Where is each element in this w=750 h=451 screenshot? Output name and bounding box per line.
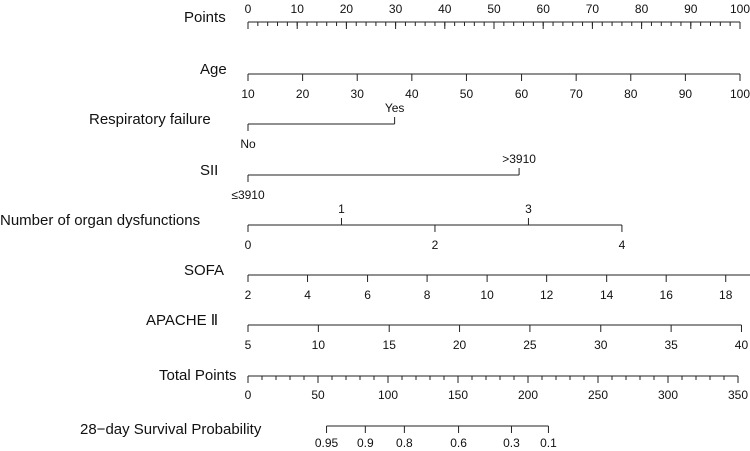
sofa-label: SOFA <box>184 262 225 279</box>
apache-tick-label: 20 <box>452 338 467 352</box>
sofa-tick-label: 6 <box>364 288 371 302</box>
number-of-organ-dysfunctions-tick-label: 4 <box>618 238 626 252</box>
sofa-tick-label: 16 <box>659 288 673 302</box>
survival-probability-tick-label: 0.9 <box>356 436 374 450</box>
number-of-organ-dysfunctions-tick-label: 1 <box>338 202 345 216</box>
age-scale <box>200 61 750 101</box>
age-tick-label: 90 <box>678 87 693 101</box>
total-points-tick-label: 200 <box>517 388 539 402</box>
sii-tick-label: ≤3910 <box>231 188 265 202</box>
total-points-tick-label: 0 <box>244 388 252 402</box>
age-tick-label: 100 <box>729 87 750 101</box>
apache-tick-label: 40 <box>734 338 749 352</box>
total-points-tick-label: 300 <box>657 388 679 402</box>
total-points-scale <box>159 367 748 402</box>
age-tick-label: 30 <box>350 87 364 101</box>
age-tick-label: 70 <box>569 87 583 101</box>
variable-scales <box>0 61 750 352</box>
points-tick-label: 10 <box>290 2 304 16</box>
sofa-tick-label: 8 <box>423 288 431 302</box>
sofa-tick-label: 4 <box>304 288 311 302</box>
points-tick-label: 30 <box>388 2 403 16</box>
points-tick-label: 70 <box>585 2 600 16</box>
survival-probability-tick-label: 0.3 <box>503 436 520 450</box>
apache-tick-label: 5 <box>244 338 252 352</box>
respiratory-failure-label: Respiratory failure <box>89 111 211 128</box>
points-tick-label: 90 <box>684 2 698 16</box>
points-tick-label: 80 <box>634 2 649 16</box>
points-tick-label: 50 <box>487 2 501 16</box>
points-scale <box>184 2 750 29</box>
age-tick-label: 10 <box>241 87 255 101</box>
apache-tick-label: 15 <box>382 338 396 352</box>
sofa-tick-label: 12 <box>539 288 554 302</box>
points-tick-label: 40 <box>438 2 452 16</box>
total-points-tick-label: 350 <box>727 388 749 402</box>
apache-tick-label: 25 <box>523 338 537 352</box>
survival-probability-tick-label: 0.6 <box>450 436 467 450</box>
survival-probability-tick-label: 0.1 <box>540 436 557 450</box>
age-tick-label: 50 <box>459 87 474 101</box>
apache-tick-label: 35 <box>664 338 678 352</box>
number-of-organ-dysfunctions-tick-label: 2 <box>431 238 439 252</box>
survival-probability-label: 28−day Survival Probability <box>80 421 262 438</box>
age-tick-label: 40 <box>405 87 419 101</box>
age-label: Age <box>200 61 227 78</box>
sii-scale <box>200 152 536 202</box>
sofa-tick-label: 2 <box>244 288 252 302</box>
number-of-organ-dysfunctions-scale <box>0 202 626 252</box>
sofa-tick-label: 10 <box>480 288 494 302</box>
age-tick-label: 80 <box>624 87 638 101</box>
respiratory-failure-scale <box>89 101 404 151</box>
total-points-tick-label: 100 <box>377 388 399 402</box>
sofa-scale <box>184 262 750 302</box>
total-points-label: Total Points <box>159 367 237 384</box>
survival-probability-tick-label: 0.95 <box>314 436 339 450</box>
survival-probability-tick-label: 0.8 <box>396 436 413 450</box>
points-tick-label: 60 <box>536 2 550 16</box>
total-points-tick-label: 50 <box>311 388 325 402</box>
apache-tick-label: 10 <box>311 338 326 352</box>
number-of-organ-dysfunctions-tick-label: 0 <box>244 238 252 252</box>
apache-tick-label: 30 <box>594 338 608 352</box>
points-label: Points <box>184 9 226 26</box>
apache-scale <box>146 312 748 352</box>
apache-label: APACHE Ⅱ <box>146 312 219 329</box>
points-tick-label: 20 <box>339 2 354 16</box>
sii-tick-label: >3910 <box>502 152 536 166</box>
total-points-tick-label: 250 <box>587 388 609 402</box>
age-tick-label: 60 <box>514 87 529 101</box>
total-points-tick-label: 150 <box>447 388 469 402</box>
sii-label: SII <box>200 162 219 179</box>
sofa-tick-label: 14 <box>599 288 614 302</box>
respiratory-failure-tick-label: Yes <box>384 101 405 115</box>
number-of-organ-dysfunctions-tick-label: 3 <box>525 202 532 216</box>
number-of-organ-dysfunctions-label: Number of organ dysfunctions <box>0 212 201 229</box>
points-tick-label: 100 <box>729 2 750 16</box>
sofa-tick-label: 18 <box>719 288 733 302</box>
age-tick-label: 20 <box>295 87 310 101</box>
respiratory-failure-tick-label: No <box>240 137 256 151</box>
points-tick-label: 0 <box>244 2 252 16</box>
survival-probability-scale <box>80 421 557 450</box>
